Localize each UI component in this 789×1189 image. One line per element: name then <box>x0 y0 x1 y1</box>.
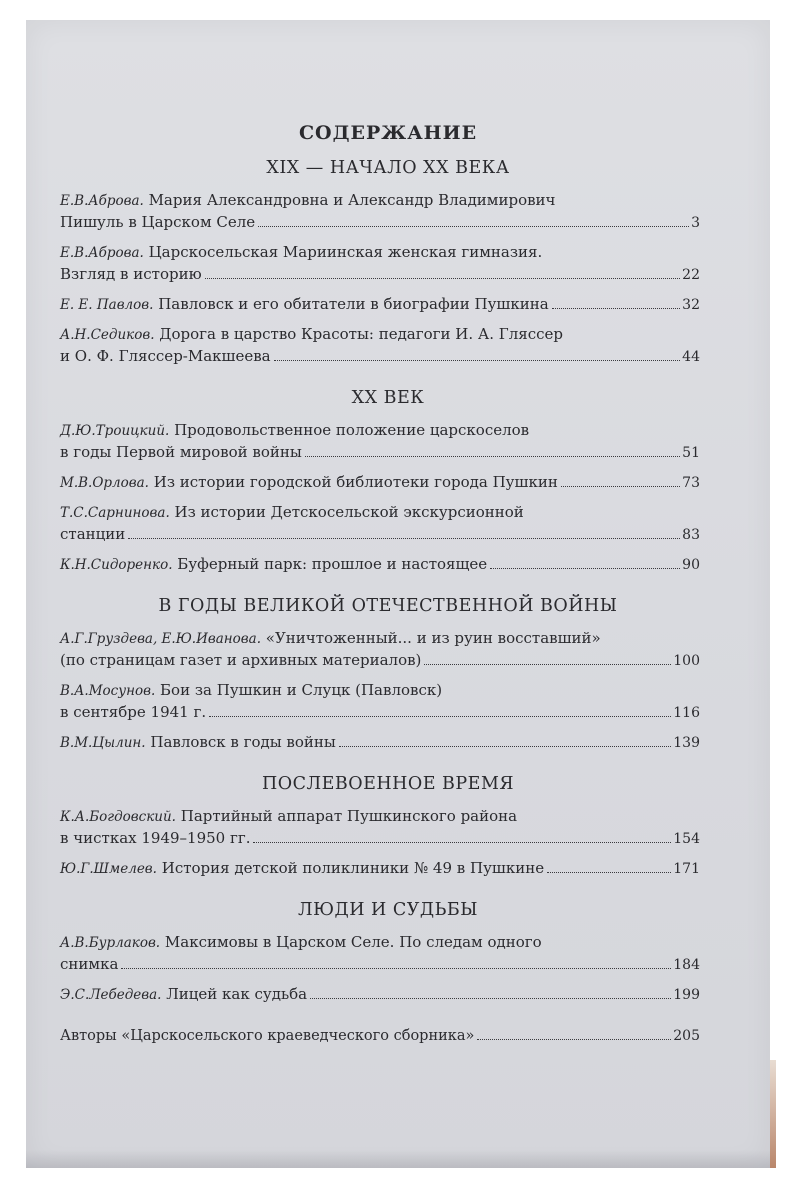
page-bottom-shadow <box>26 1150 770 1168</box>
entry-title-line: Буферный парк: прошлое и настоящее <box>177 555 488 573</box>
section-title: ЛЮДИ И СУДЬБЫ <box>298 900 478 920</box>
leader-dots <box>305 456 680 457</box>
entry-page-number: 32 <box>682 297 700 313</box>
leader-dots <box>121 968 671 969</box>
entry-title-line: Из истории городской библиотеки города Пушкин <box>153 473 558 491</box>
entry-title-line: Продовольственное положение царскоселов <box>174 421 530 439</box>
entry-page-number: 44 <box>682 349 700 365</box>
entry-page-number: 83 <box>682 527 700 543</box>
entry-page-number: 154 <box>673 831 700 847</box>
toc-entry <box>60 858 700 880</box>
leader-dots <box>258 226 689 227</box>
entry-author: А.В.Бурлаков. <box>60 935 161 951</box>
entry-author: Э.С.Лебедева. <box>60 987 162 1003</box>
entry-page-number: 73 <box>682 475 700 491</box>
section-title: В ГОДЫ ВЕЛИКОЙ ОТЕЧЕСТВЕННОЙ ВОЙНЫ <box>158 596 618 616</box>
section-entries <box>60 190 700 368</box>
entry-title-line: История детской поликлиники № 49 в Пушкине <box>161 859 545 877</box>
entry-page-number: 171 <box>673 861 700 877</box>
entry-title-line: снимка <box>60 955 119 973</box>
leader-dots <box>339 746 671 747</box>
entry-title-line: Партийный аппарат Пушкинского района <box>180 807 518 825</box>
leader-dots <box>552 308 681 309</box>
leader-dots <box>490 568 680 569</box>
entry-title-line: Пишуль в Царском Селе <box>60 213 256 231</box>
leader-dots <box>205 278 681 279</box>
toc-entry <box>60 502 700 546</box>
entry-title-line: Мария Александровна и Александр Владимирович <box>148 191 556 209</box>
entry-title-line: «Уничтоженный... и из руин восставший» <box>265 629 601 647</box>
entry-title-line: станции <box>60 525 126 543</box>
entry-author: Е.В.Аброва. <box>60 245 144 261</box>
section-title: XIX — НАЧАЛО XX ВЕКА <box>266 158 510 178</box>
entry-page-number: 199 <box>673 987 700 1003</box>
toc-entry <box>60 628 700 672</box>
toc-entry <box>60 420 700 464</box>
entry-page-number: 90 <box>682 557 700 573</box>
entry-page-number: 116 <box>673 705 700 721</box>
entry-author: К.Н.Сидоренко. <box>60 557 173 573</box>
entry-author: Е. Е. Павлов. <box>60 297 154 313</box>
toc-entry <box>60 806 700 850</box>
toc-footer-entry <box>60 1026 700 1047</box>
entry-page-number: 22 <box>682 267 700 283</box>
section-entries <box>60 628 700 754</box>
entry-title-line: в чистках 1949–1950 гг. <box>60 829 251 847</box>
entry-author: Д.Ю.Троицкий. <box>60 423 170 439</box>
toc-entry <box>60 984 700 1006</box>
entry-title-line: Павловск и его обитатели в биографии Пушкина <box>158 295 549 313</box>
toc-entry <box>60 472 700 494</box>
leader-dots <box>209 716 671 717</box>
entry-author: К.А.Богдовский. <box>60 809 176 825</box>
entry-title-line: Дорога в царство Красоты: педагоги И. А. Гляссер <box>159 325 563 343</box>
entry-author: В.А.Мосунов. <box>60 683 156 699</box>
toc-title: СОДЕРЖАНИЕ <box>298 122 478 144</box>
toc-footer-page: 205 <box>673 1028 700 1044</box>
section-title: XX ВЕК <box>351 388 425 408</box>
entry-title-line: в сентябре 1941 г. <box>60 703 207 721</box>
leader-dots <box>274 360 681 361</box>
toc-entry <box>60 932 700 976</box>
entry-author: В.М.Цылин. <box>60 735 146 751</box>
section-entries <box>60 420 700 576</box>
entry-title-line: Бои за Пушкин и Слуцк (Павловск) <box>160 681 443 699</box>
leader-dots <box>310 998 671 999</box>
table-of-contents <box>60 122 700 1055</box>
section-entries <box>60 932 700 1006</box>
section-title: ПОСЛЕВОЕННОЕ ВРЕМЯ <box>261 774 515 794</box>
entry-author: А.Н.Седиков. <box>60 327 155 343</box>
leader-dots <box>477 1039 671 1040</box>
leader-dots <box>253 842 671 843</box>
toc-entry <box>60 294 700 316</box>
entry-title-line: Максимовы в Царском Селе. По следам одного <box>164 933 542 951</box>
entry-author: А.Г.Груздева, Е.Ю.Иванова. <box>60 631 261 647</box>
leader-dots <box>547 872 671 873</box>
entry-title-line: Павловск в годы войны <box>150 733 336 751</box>
leader-dots <box>561 486 680 487</box>
entry-page-number: 139 <box>673 735 700 751</box>
entry-title-line: Лицей как судьба <box>166 985 308 1003</box>
book-cover-edge <box>770 1060 776 1168</box>
entry-page-number: 51 <box>682 445 700 461</box>
entry-title-line: Из истории Детскосельской экскурсионной <box>174 503 524 521</box>
section-entries <box>60 806 700 880</box>
leader-dots <box>424 664 671 665</box>
toc-entry <box>60 242 700 286</box>
entry-title-line: и О. Ф. Гляссер-Макшеева <box>60 347 271 365</box>
entry-page-number: 184 <box>673 957 700 973</box>
entry-title-line: Царскосельская Мариинская женская гимназия. <box>148 243 543 261</box>
toc-entry <box>60 554 700 576</box>
toc-entry <box>60 324 700 368</box>
entry-title-line: (по страницам газет и архивных материалов) <box>60 651 422 669</box>
toc-footer-text: Авторы «Царскосельского краеведческого сборника» <box>60 1028 475 1044</box>
entry-author: Т.С.Сарнинова. <box>60 505 170 521</box>
entry-author: Е.В.Аброва. <box>60 193 144 209</box>
entry-title-line: Взгляд в историю <box>60 265 202 283</box>
toc-entry <box>60 732 700 754</box>
toc-sections <box>60 158 700 1006</box>
toc-entry <box>60 190 700 234</box>
entry-author: М.В.Орлова. <box>60 475 149 491</box>
entry-page-number: 3 <box>691 215 700 231</box>
toc-entry <box>60 680 700 724</box>
leader-dots <box>128 538 680 539</box>
entry-page-number: 100 <box>673 653 700 669</box>
entry-title-line: в годы Первой мировой войны <box>60 443 302 461</box>
entry-author: Ю.Г.Шмелев. <box>60 861 157 877</box>
